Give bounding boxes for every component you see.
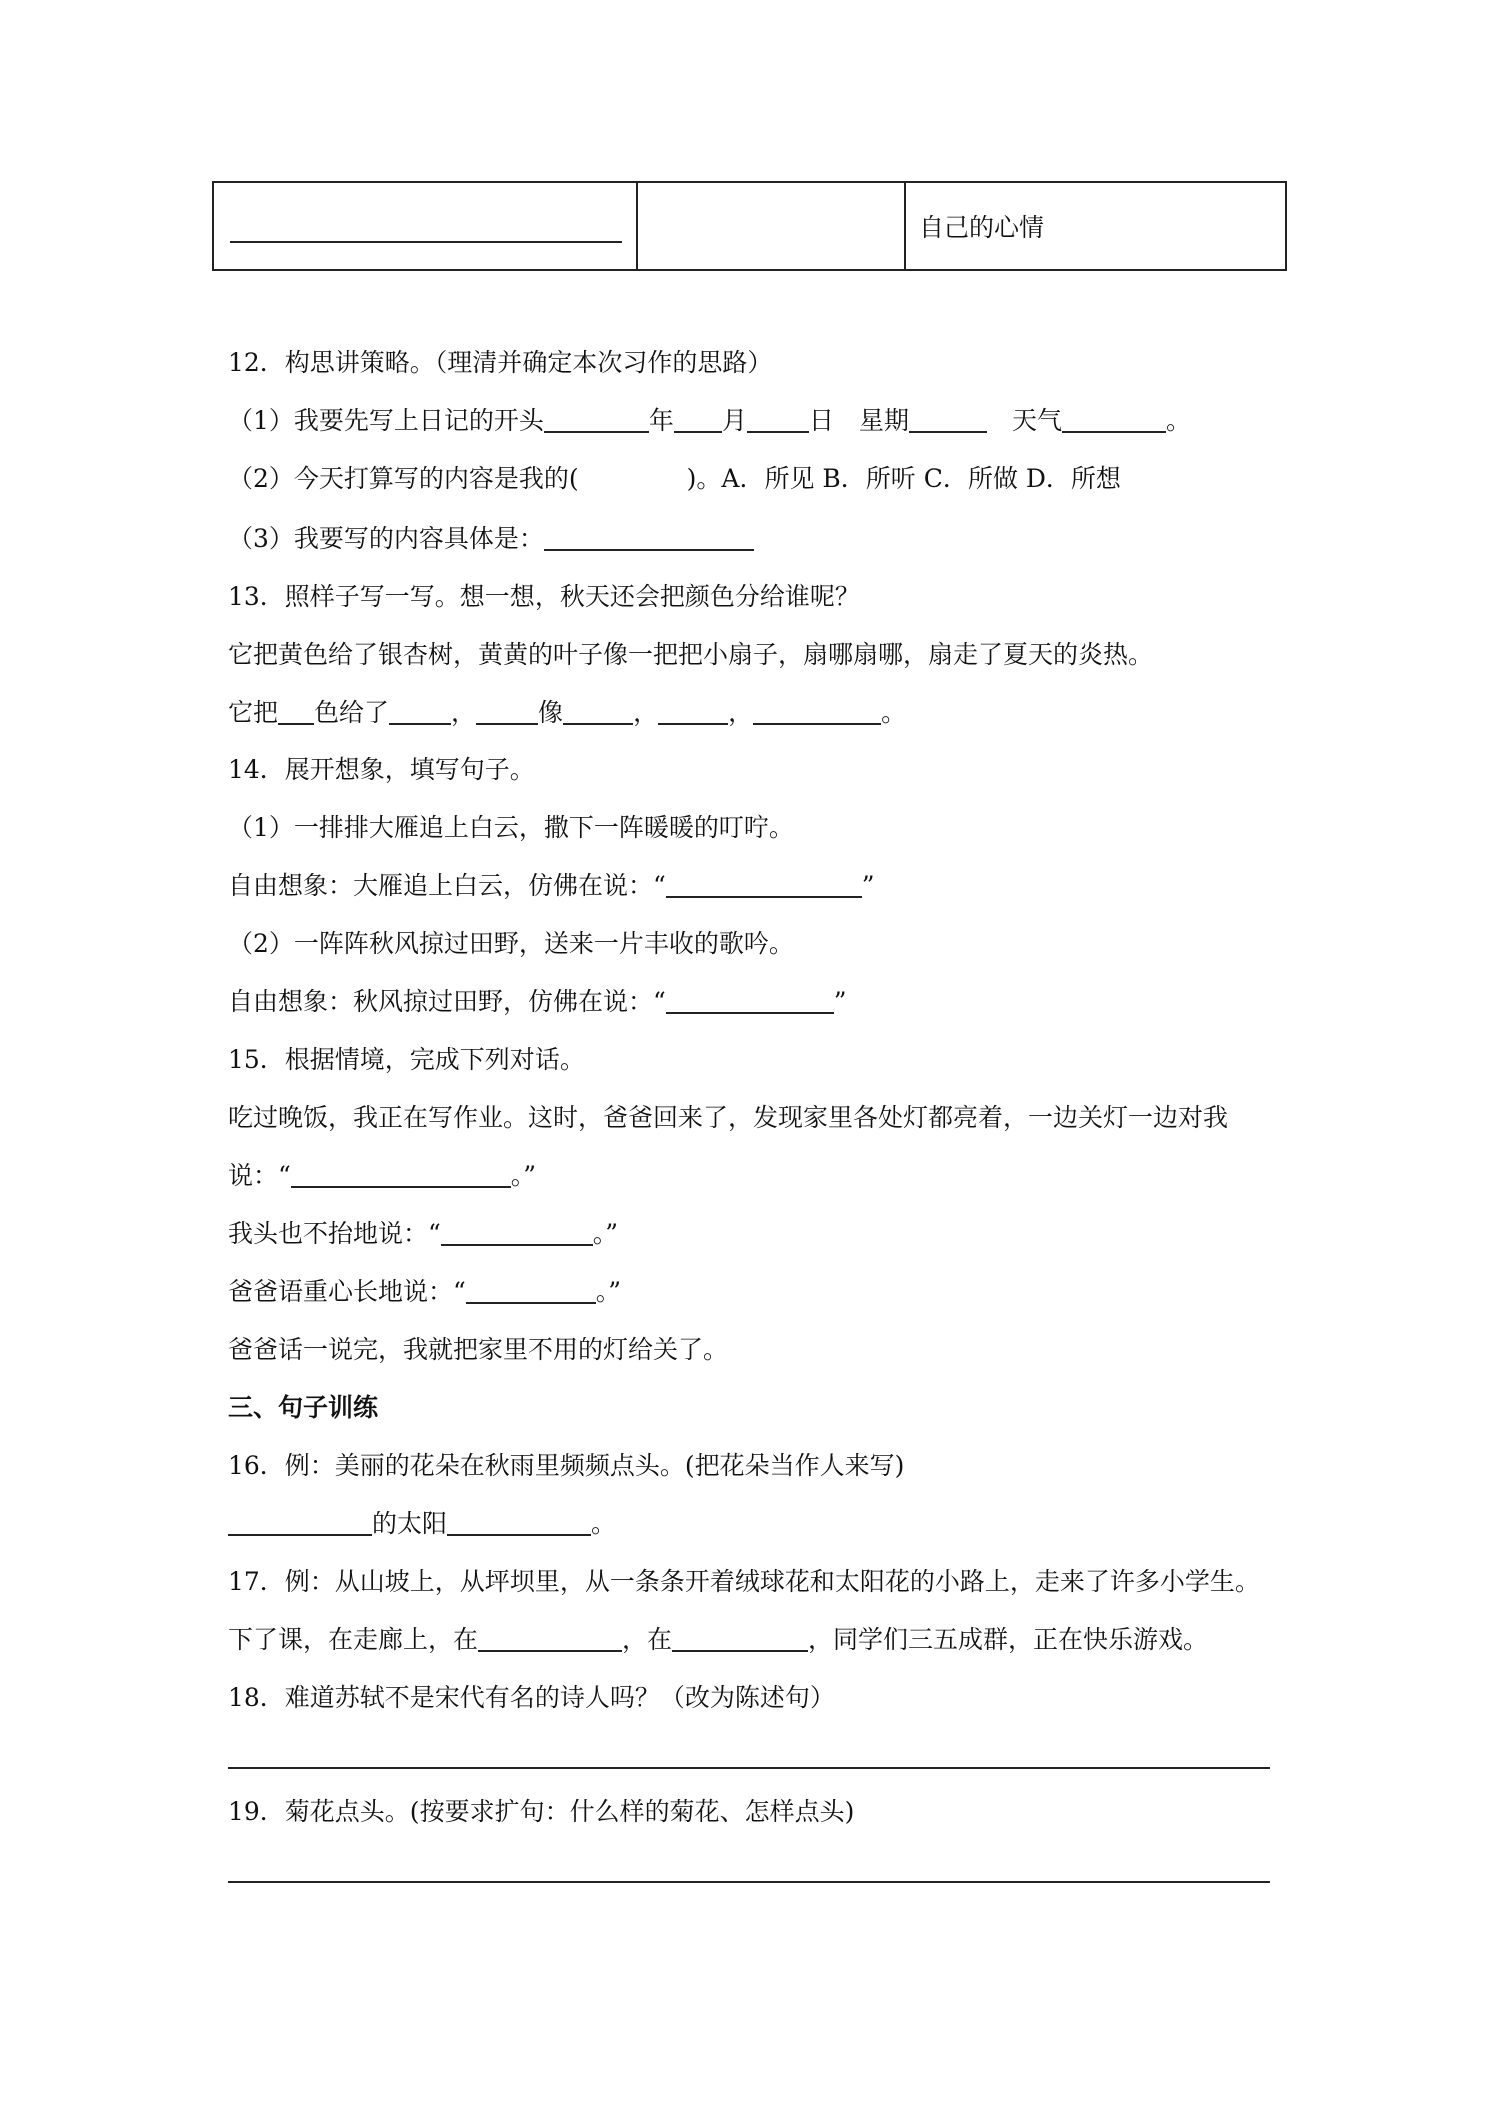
- q12-part2-options: )。A．所见 B．所听 C．所做 D．所想: [686, 464, 1121, 493]
- q15-line2: [228, 1159, 536, 1193]
- object-blank[interactable]: [389, 697, 451, 725]
- simile-blank[interactable]: [563, 697, 633, 725]
- q14-fill1: [228, 869, 875, 903]
- q17-fill-text: ，在: [622, 1625, 673, 1654]
- q17-fill: [228, 1623, 1208, 1657]
- result-blank[interactable]: [753, 697, 881, 725]
- q18-answer-line[interactable]: [228, 1767, 1270, 1769]
- weather-label: 天气: [986, 406, 1062, 435]
- q18-title: 18．难道苏轼不是宋代有名的诗人吗？（改为陈述句）: [228, 1683, 835, 1712]
- period: 。: [591, 1509, 617, 1538]
- q15-title: 15．根据情境，完成下列对话。: [228, 1045, 585, 1074]
- q16-fill-text: 的太阳: [372, 1509, 448, 1538]
- q15-line1: 吃过晚饭，我正在写作业。这时，爸爸回来了，发现家里各处灯都亮着，一边关灯一边对我: [228, 1103, 1229, 1132]
- close-quote: ”: [861, 871, 875, 900]
- sun-action-blank[interactable]: [447, 1508, 591, 1536]
- q13-fill: [228, 696, 906, 730]
- q17-fill-text: ，同学们三五成群，正在快乐游戏。: [808, 1625, 1209, 1654]
- q14-title: 14．展开想象，填写句子。: [228, 755, 535, 784]
- q17-fill-text: 下了课，在走廊上，在: [228, 1625, 479, 1654]
- wind-speech-blank[interactable]: [666, 986, 834, 1014]
- q15-line3-text: 我头也不抬地说：“: [228, 1219, 441, 1248]
- dad-speech-blank[interactable]: [291, 1160, 511, 1188]
- color-blank[interactable]: [278, 697, 314, 725]
- close-quote: 。”: [595, 1277, 622, 1306]
- weekday-blank[interactable]: [909, 405, 987, 433]
- content-blank[interactable]: [544, 523, 754, 551]
- q14-fill2-text: 自由想象：秋风掠过田野，仿佛在说：“: [228, 987, 666, 1016]
- q12-part1-text: （1）我要先写上日记的开头: [228, 406, 544, 435]
- comma: ，: [728, 698, 754, 727]
- top-table: [212, 181, 1287, 271]
- year-blank[interactable]: [544, 405, 649, 433]
- close-quote: 。”: [510, 1161, 537, 1190]
- q13-example: 它把黄色给了银杏树，黄黄的叶子像一把把小扇子，扇哪扇哪，扇走了夏天的炎热。: [228, 640, 1154, 669]
- comma: ，: [451, 698, 477, 727]
- q15-line4-text: 爸爸语重心长地说：“: [228, 1277, 466, 1306]
- q15-line5: 爸爸话一说完，我就把家里不用的灯给关了。: [228, 1335, 729, 1364]
- action-blank[interactable]: [658, 697, 728, 725]
- sun-adjective-blank[interactable]: [228, 1508, 372, 1536]
- q12-part3-text: （3）我要写的内容具体是：: [228, 524, 544, 553]
- section-heading: 三、句子训练: [228, 1393, 379, 1422]
- q15-line2-text: 说：“: [228, 1161, 291, 1190]
- q13-fill-text: 它把: [228, 698, 279, 727]
- subject-blank[interactable]: [476, 697, 538, 725]
- month-label: 月: [721, 406, 747, 435]
- q13-fill-text: 色给了: [314, 698, 390, 727]
- q12-part1: [228, 404, 1191, 438]
- q15-line4: [228, 1275, 621, 1309]
- year-label: 年: [648, 406, 674, 435]
- place-blank-2[interactable]: [672, 1624, 808, 1652]
- q14-part1: （1）一排排大雁追上白云，撒下一阵暖暖的叮咛。: [228, 813, 794, 842]
- weather-blank[interactable]: [1062, 405, 1166, 433]
- geese-speech-blank[interactable]: [666, 870, 862, 898]
- q16-title: 16．例：美丽的花朵在秋雨里频频点头。(把花朵当作人来写): [228, 1451, 905, 1480]
- table-cell-empty: [638, 183, 906, 269]
- q15-line3: [228, 1217, 618, 1251]
- q12-part2-text: （2）今天打算写的内容是我的(: [228, 464, 579, 493]
- q14-fill2: [228, 985, 847, 1019]
- place-blank-1[interactable]: [478, 1624, 622, 1652]
- q17-title: 17．例：从山坡上，从坪坝里，从一条条开着绒球花和太阳花的小路上，走来了许多小学生。: [228, 1567, 1260, 1596]
- close-quote: 。”: [592, 1219, 619, 1248]
- dad-advice-blank[interactable]: [466, 1276, 596, 1304]
- q14-fill1-text: 自由想象：大雁追上白云，仿佛在说：“: [228, 871, 666, 900]
- month-blank[interactable]: [674, 405, 722, 433]
- q12-title: 12．构思讲策略。（理清并确定本次习作的思路）: [228, 348, 773, 377]
- q12-part2: [228, 462, 1121, 496]
- close-quote: ”: [833, 987, 847, 1016]
- comma: ，: [633, 698, 659, 727]
- day-weekday-label: 日 星期: [808, 406, 909, 435]
- day-blank[interactable]: [747, 405, 809, 433]
- period: 。: [881, 698, 907, 727]
- table-cell-text: [906, 183, 1285, 269]
- table-cell-label: 自己的心情: [919, 213, 1045, 242]
- my-reply-blank[interactable]: [441, 1218, 593, 1246]
- table-cell-blank: [214, 183, 638, 269]
- q13-title: 13．照样子写一写。想一想，秋天还会把颜色分给谁呢？: [228, 582, 860, 611]
- q19-answer-line[interactable]: [228, 1881, 1270, 1883]
- q13-fill-text: 像: [538, 698, 564, 727]
- q12-part3: [228, 522, 754, 556]
- q14-part2: （2）一阵阵秋风掠过田野，送来一片丰收的歌吟。: [228, 929, 794, 958]
- answer-blank[interactable]: [230, 241, 622, 243]
- period: 。: [1165, 406, 1191, 435]
- q16-fill: [228, 1507, 616, 1541]
- q19-title: 19．菊花点头。(按要求扩句：什么样的菊花、怎样点头): [228, 1797, 855, 1826]
